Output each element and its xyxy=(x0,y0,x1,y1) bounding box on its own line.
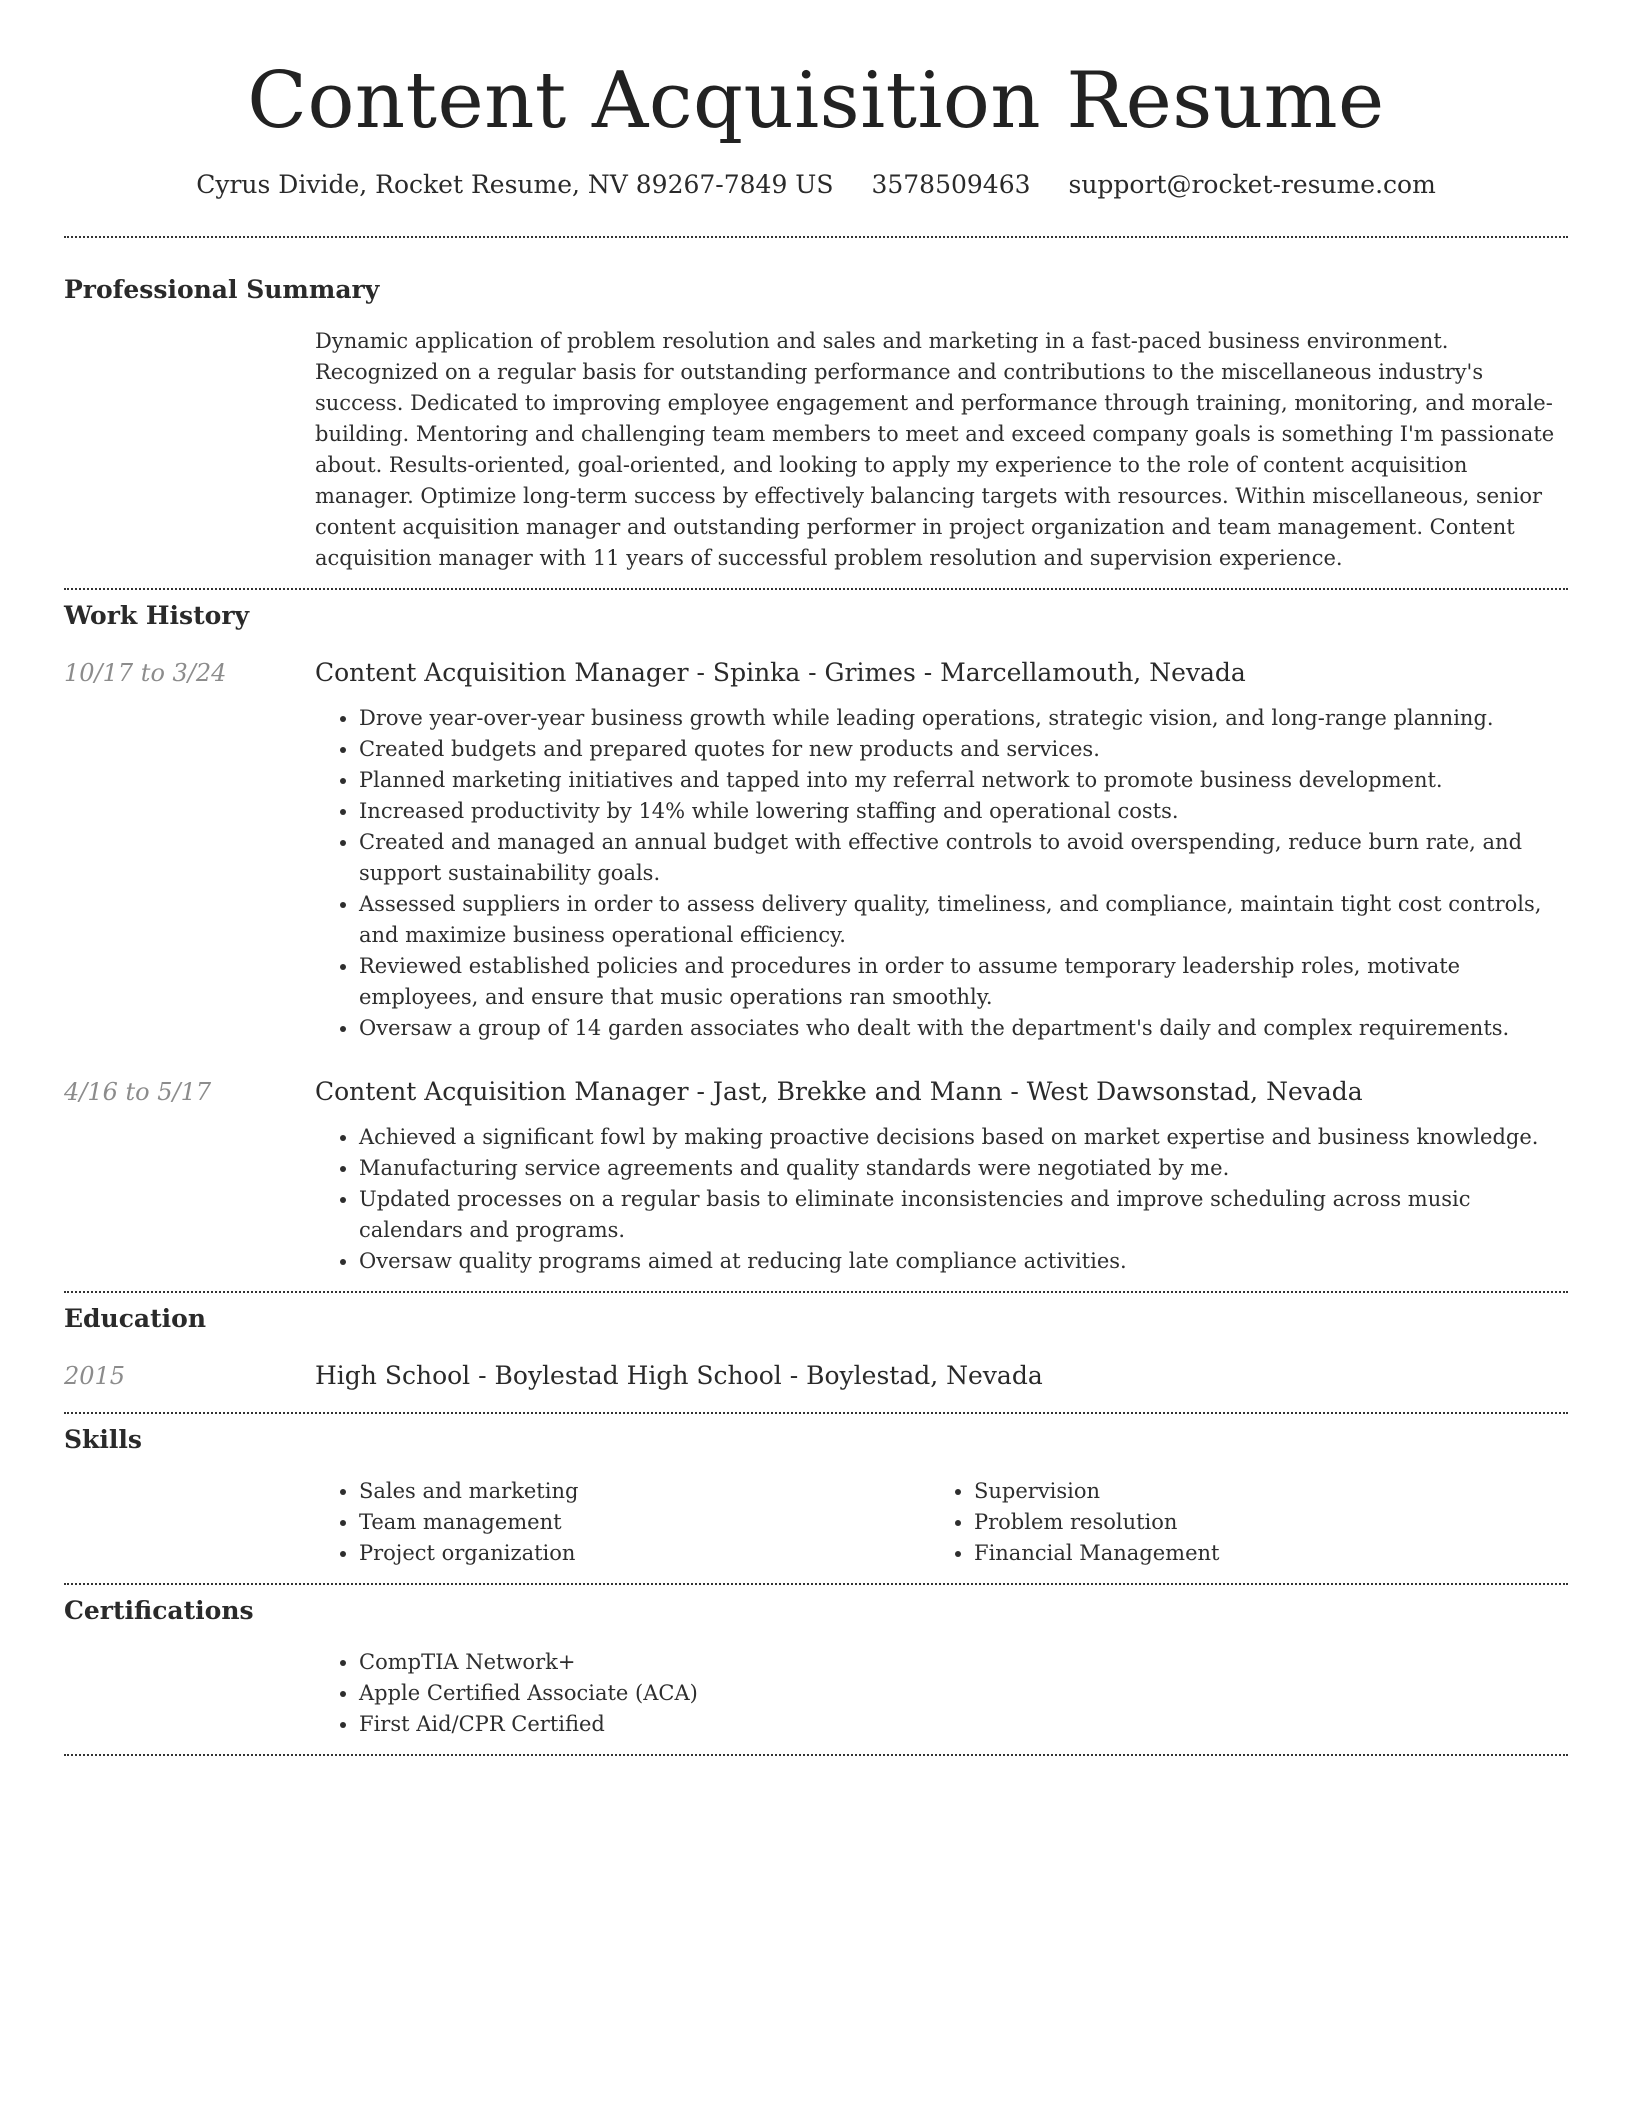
skills-column-right xyxy=(930,1476,1545,1569)
section-title-certifications: Certifications xyxy=(64,1596,254,1625)
list-item: • Assessed suppliers in order to assess delivery quality, timeliness, and compliance, maintain tight cost controls, and maximize business operational efficiency. xyxy=(359,889,1568,951)
summary-text: Dynamic application of problem resolution and sales and marketing in a fast-paced business environment. Recognized on a regular basis for outstanding performance and contributions to the miscellaneous industry's success. Dedicated to improving employee engagement and performance through training, monitoring, and morale-building. Mentoring and challenging team members to meet and exceed company goals is something I'm passionate about. Results-oriented, goal-oriented, and looking to apply my experience to the role of content acquisition manager. Optimize long-term success by effectively balancing targets with resources. Within miscellaneous, senior content acquisition manager and outstanding performer in project organization and team management. Content acquisition manager with 11 years of successful problem resolution and supervision experience. xyxy=(315,329,1555,570)
list-item: • Updated processes on a regular basis to eliminate inconsistencies and improve scheduling across music calendars and programs. xyxy=(359,1184,1568,1246)
list-item: • Created budgets and prepared quotes for new products and services. xyxy=(359,734,1568,765)
contact-address: Cyrus Divide, Rocket Resume, NV 89267-7849 US xyxy=(196,170,834,199)
job-entry xyxy=(64,1076,1568,1277)
certifications-section xyxy=(64,1585,1568,1740)
skills-section xyxy=(64,1414,1568,1569)
summary-section xyxy=(64,238,1568,574)
education-year: 2015 xyxy=(64,1362,126,1390)
list-item: • Sales and marketing xyxy=(359,1476,930,1507)
contact-line xyxy=(64,168,1568,202)
list-item: • Manufacturing service agreements and quality standards were negotiated by me. xyxy=(359,1153,1568,1184)
list-item: • Team management xyxy=(359,1507,930,1538)
skills-column-left xyxy=(315,1476,930,1569)
education-section xyxy=(64,1293,1568,1392)
job-details xyxy=(315,1122,1568,1277)
list-item: • Achieved a significant fowl by making proactive decisions based on market expertise and business knowledge. xyxy=(359,1122,1568,1153)
list-item: • Drove year-over-year business growth while leading operations, strategic vision, and long-range planning. xyxy=(359,703,1568,734)
job-title: Content Acquisition Manager - Spinka - Grimes - Marcellamouth, Nevada xyxy=(315,658,1246,687)
job-dates: 4/16 to 5/17 xyxy=(64,1078,212,1106)
job-details xyxy=(315,703,1568,1044)
list-item: • Increased productivity by 14% while lowering staffing and operational costs. xyxy=(359,796,1568,827)
skills-grid xyxy=(315,1476,1568,1569)
list-item: • Created and managed an annual budget with effective controls to avoid overspending, reduce burn rate, and support sustainability goals. xyxy=(359,827,1568,889)
list-item: • Apple Certified Associate (ACA) xyxy=(359,1678,1568,1709)
list-item: • Problem resolution xyxy=(974,1507,1545,1538)
contact-phone: 3578509463 xyxy=(871,170,1031,199)
section-title-skills: Skills xyxy=(64,1425,142,1454)
contact-email: support@rocket-resume.com xyxy=(1068,170,1436,199)
education-title: High School - Boylestad High School - Boylestad, Nevada xyxy=(315,1361,1043,1390)
job-bullet-list xyxy=(315,703,1568,1044)
job-entry xyxy=(64,657,1568,1044)
section-title-summary: Professional Summary xyxy=(64,275,380,304)
job-title: Content Acquisition Manager - Jast, Brekke and Mann - West Dawsonstad, Nevada xyxy=(315,1077,1363,1106)
list-item: • CompTIA Network+ xyxy=(359,1647,1568,1678)
divider xyxy=(64,1754,1568,1756)
job-bullet-list xyxy=(315,1122,1568,1277)
skills-list xyxy=(930,1476,1545,1569)
summary-body xyxy=(315,326,1568,574)
job-header xyxy=(64,657,1568,689)
list-item: • Project organization xyxy=(359,1538,930,1569)
certifications-body xyxy=(315,1647,1568,1740)
resume-page xyxy=(64,0,1568,1756)
list-item: • Oversaw a group of 14 garden associates who dealt with the department's daily and complex requirements. xyxy=(359,1013,1568,1044)
list-item: • Planned marketing initiatives and tapped into my referral network to promote business development. xyxy=(359,765,1568,796)
job-dates: 10/17 to 3/24 xyxy=(64,659,227,687)
resume-title: Content Acquisition Resume xyxy=(247,56,1385,146)
education-entry xyxy=(64,1360,1568,1392)
list-item: • Financial Management xyxy=(974,1538,1545,1569)
skills-list xyxy=(315,1476,930,1569)
certifications-list xyxy=(315,1647,1568,1740)
list-item: • Oversaw quality programs aimed at reducing late compliance activities. xyxy=(359,1246,1568,1277)
list-item: • Supervision xyxy=(974,1476,1545,1507)
list-item: • First Aid/CPR Certified xyxy=(359,1709,1568,1740)
work-history-section xyxy=(64,590,1568,1277)
job-header xyxy=(64,1076,1568,1108)
section-title-education: Education xyxy=(64,1304,207,1333)
list-item: • Reviewed established policies and procedures in order to assume temporary leadership roles, motivate employees, and ensure that music operations ran smoothly. xyxy=(359,951,1568,1013)
section-title-work-history: Work History xyxy=(64,601,250,630)
